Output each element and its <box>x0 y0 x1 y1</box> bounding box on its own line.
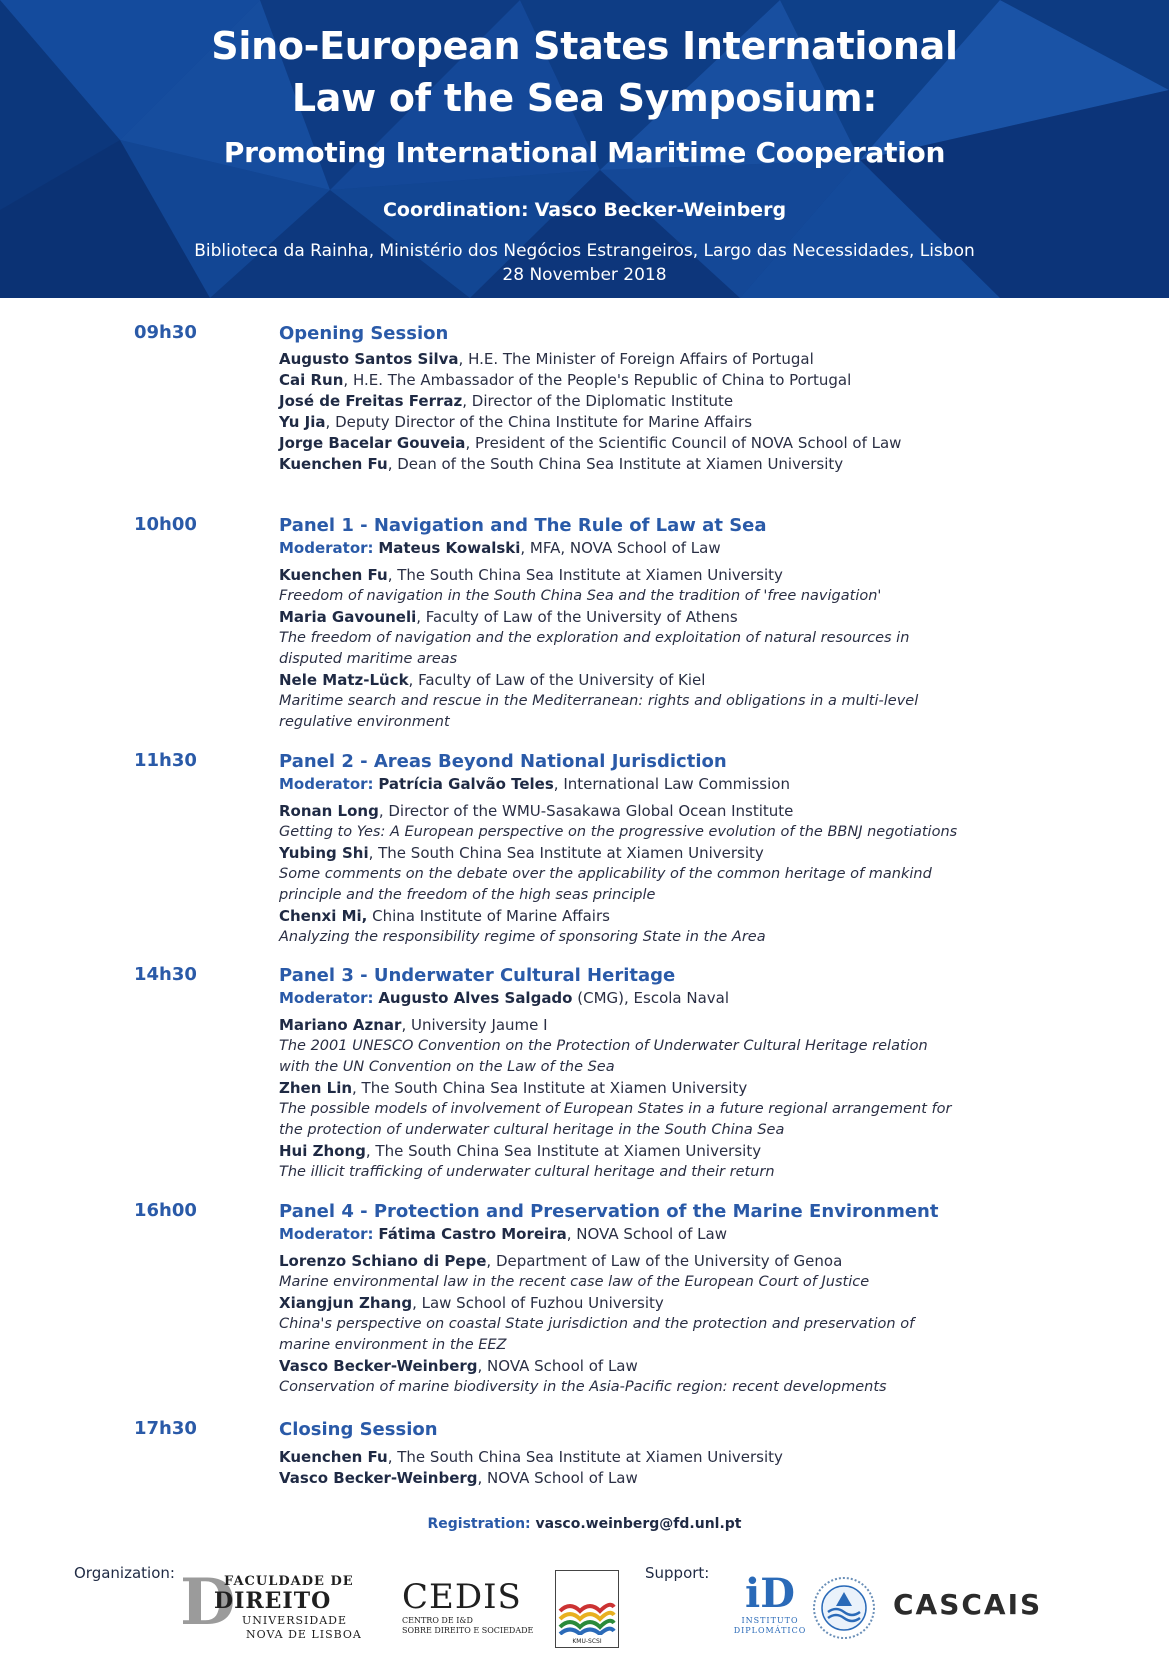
session-title: Panel 2 - Areas Beyond National Jurisdiction <box>279 751 727 772</box>
speaker: Chenxi Mi, China Institute of Marine Affairs <box>279 907 610 925</box>
talk-title: disputed maritime areas <box>279 651 458 667</box>
speaker: José de Freitas Ferraz, Director of the Diplomatic Institute <box>279 392 734 410</box>
talk-title: The illicit trafficking of underwater cultural heritage and their return <box>279 1164 775 1180</box>
cedis-sub: CENTRO DE I&D <box>402 1616 473 1625</box>
session-time: 10h00 <box>134 514 197 535</box>
speaker: Lorenzo Schiano di Pepe, Department of Law of the University of Genoa <box>279 1252 843 1270</box>
registration <box>0 1516 1169 1532</box>
kmu-scsi-logo <box>555 1570 619 1648</box>
fd-line: NOVA DE LISBOA <box>246 1628 362 1641</box>
talk-title: Maritime search and rescue in the Mediterranean: rights and obligations in a multi-level <box>279 693 919 709</box>
moderator: Moderator: Patrícia Galvão Teles, International Law Commission <box>279 775 790 793</box>
kmu-caption: KMU-SCSI <box>572 1638 602 1645</box>
cedis-wordmark: CEDIS <box>402 1577 522 1617</box>
speaker: Mariano Aznar, University Jaume I <box>279 1016 548 1034</box>
session-time: 11h30 <box>134 750 197 771</box>
speaker-list <box>279 801 1079 948</box>
organization-label: Organization: <box>74 1564 175 1582</box>
speaker-list <box>279 349 1079 475</box>
speaker: Augusto Santos Silva, H.E. The Minister of Foreign Affairs of Portugal <box>279 350 814 368</box>
talk-title: Some comments on the debate over the applicability of the common heritage of mankind <box>279 866 932 882</box>
session-time: 09h30 <box>134 322 197 343</box>
cedis-sub: SOBRE DIREITO E SOCIEDADE <box>402 1626 534 1635</box>
session-title: Opening Session <box>279 323 449 344</box>
registration-label: Registration: <box>427 1516 531 1532</box>
kmu-waves-icon <box>556 1571 618 1635</box>
talk-title: the protection of underwater cultural heritage in the South China Sea <box>279 1122 785 1138</box>
speaker: Cai Run, H.E. The Ambassador of the People's Republic of China to Portugal <box>279 371 852 389</box>
speaker-list <box>279 1447 1079 1489</box>
event-date: 28 November 2018 <box>502 265 667 285</box>
speaker: Vasco Becker-Weinberg, NOVA School of Law <box>279 1469 638 1487</box>
fd-line: FACULDADE DE <box>224 1574 354 1589</box>
talk-title: China's perspective on coastal State jurisdiction and the protection and preservation of <box>279 1316 915 1332</box>
registration-email[interactable]: vasco.weinberg@fd.unl.pt <box>535 1516 742 1532</box>
title-line-1: Sino-European States International <box>211 24 958 68</box>
speaker: Xiangjun Zhang, Law School of Fuzhou University <box>279 1294 664 1312</box>
speaker: Nele Matz-Lück, Faculty of Law of the University of Kiel <box>279 671 706 689</box>
talk-title: Freedom of navigation in the South China Sea and the tradition of 'free navigation' <box>279 588 882 604</box>
session-time: 16h00 <box>134 1200 197 1221</box>
speaker: Yu Jia, Deputy Director of the China Institute for Marine Affairs <box>279 413 753 431</box>
talk-title: The possible models of involvement of European States in a future regional arrangement for <box>279 1101 952 1117</box>
title-line-2: Law of the Sea Symposium: <box>291 76 878 120</box>
speaker: Yubing Shi, The South China Sea Institute at Xiamen University <box>279 844 764 862</box>
talk-title: regulative environment <box>279 714 450 730</box>
speaker-list <box>279 565 1079 733</box>
speaker: Vasco Becker-Weinberg, NOVA School of Law <box>279 1357 638 1375</box>
session-time: 14h30 <box>134 964 197 985</box>
talk-title: Analyzing the responsibility regime of sponsoring State in the Area <box>279 929 766 945</box>
speaker: Zhen Lin, The South China Sea Institute at Xiamen University <box>279 1079 748 1097</box>
fd-monogram: D <box>180 1565 236 1640</box>
talk-title: marine environment in the EEZ <box>279 1337 507 1353</box>
fd-line: UNIVERSIDADE <box>242 1614 347 1627</box>
session-title: Panel 3 - Underwater Cultural Heritage <box>279 965 676 986</box>
china-institute-marine-affairs-logo <box>812 1576 876 1640</box>
moderator: Moderator: Fátima Castro Moreira, NOVA School of Law <box>279 1225 727 1243</box>
speaker: Hui Zhong, The South China Sea Institute at Xiamen University <box>279 1142 762 1160</box>
instituto-diplomatico-logo <box>730 1572 810 1642</box>
moderator: Moderator: Augusto Alves Salgado (CMG), Escola Naval <box>279 989 730 1007</box>
talk-title: principle and the freedom of the high seas principle <box>279 887 656 903</box>
session-title: Panel 4 - Protection and Preservation of the Marine Environment <box>279 1201 939 1222</box>
speaker: Ronan Long, Director of the WMU-Sasakawa Global Ocean Institute <box>279 802 794 820</box>
subtitle: Promoting International Maritime Cooperation <box>223 136 946 169</box>
header-banner <box>0 0 1169 298</box>
support-label: Support: <box>645 1564 710 1582</box>
session-time: 17h30 <box>134 1418 197 1439</box>
session-title: Panel 1 - Navigation and The Rule of Law at Sea <box>279 515 767 536</box>
speaker-list <box>279 1251 1079 1398</box>
talk-title: Getting to Yes: A European perspective on the progressive evolution of the BBNJ negotiations <box>279 824 958 840</box>
talk-title: The 2001 UNESCO Convention on the Protection of Underwater Cultural Heritage relation <box>279 1038 928 1054</box>
talk-title: Conservation of marine biodiversity in the Asia-Pacific region: recent developments <box>279 1379 887 1395</box>
id-sub: DIPLOMÁTICO <box>733 1626 807 1635</box>
talk-title: with the UN Convention on the Law of the Sea <box>279 1059 615 1075</box>
session-title: Closing Session <box>279 1419 438 1440</box>
coordinator-name: Vasco Becker-Weinberg <box>534 199 787 221</box>
cedis-logo <box>402 1578 552 1648</box>
fd-line: DIREITO <box>214 1588 332 1614</box>
marine-institute-emblem-icon <box>812 1576 876 1640</box>
coordination-label: Coordination: <box>382 199 529 221</box>
talk-title: The freedom of navigation and the exploration and exploitation of natural resources in <box>279 630 910 646</box>
cascais-logo: CASCAIS <box>893 1588 1043 1621</box>
id-wordmark: iD <box>745 1570 795 1617</box>
speaker: Kuenchen Fu, Dean of the South China Sea Institute at Xiamen University <box>279 455 844 473</box>
speaker: Jorge Bacelar Gouveia, President of the Scientific Council of NOVA School of Law <box>279 434 902 452</box>
venue: Biblioteca da Rainha, Ministério dos Negócios Estrangeiros, Largo das Necessidades, Lisbon <box>194 241 975 261</box>
id-sub: INSTITUTO <box>741 1616 799 1625</box>
speaker: Kuenchen Fu, The South China Sea Institute at Xiamen University <box>279 566 783 584</box>
talk-title: Marine environmental law in the recent case law of the European Court of Justice <box>279 1274 870 1290</box>
speaker-list <box>279 1015 1079 1183</box>
coordination <box>0 199 1169 221</box>
speaker: Kuenchen Fu, The South China Sea Institute at Xiamen University <box>279 1448 783 1466</box>
moderator: Moderator: Mateus Kowalski, MFA, NOVA School of Law <box>279 539 721 557</box>
speaker: Maria Gavouneli, Faculty of Law of the University of Athens <box>279 608 738 626</box>
faculdade-direito-logo <box>180 1566 385 1646</box>
